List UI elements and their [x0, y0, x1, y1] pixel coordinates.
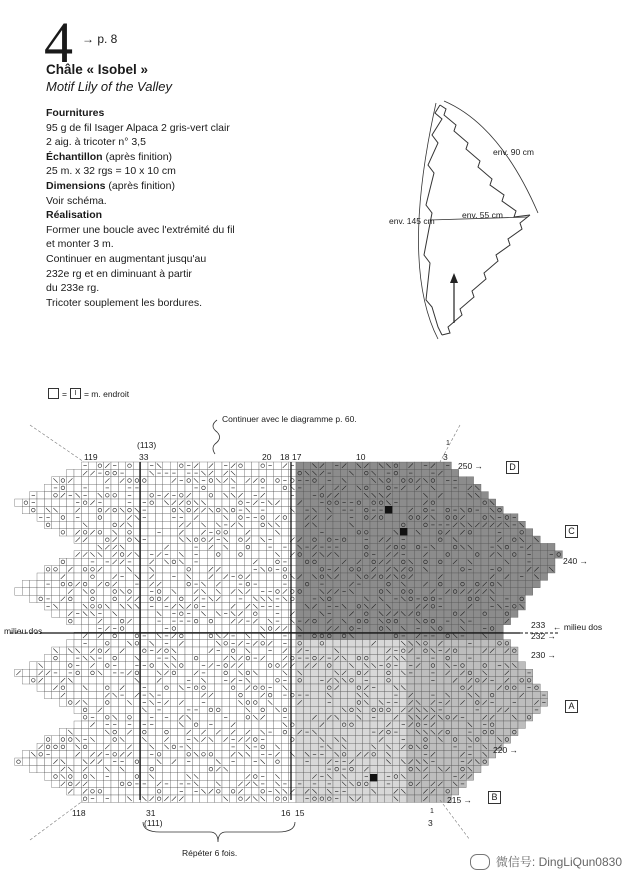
col-label-18: 18 — [280, 452, 290, 462]
watermark-text: 微信号: DingLiQun0830 — [495, 855, 622, 869]
row-label-250: 250 → — [458, 461, 484, 471]
row-label-240: 240 → — [563, 556, 589, 566]
realisation-line: du 233e rg. — [46, 282, 100, 295]
dimensions-line: Voir schéma. — [46, 194, 107, 207]
realisation-line: 232e rg et en diminuant à partir — [46, 267, 192, 280]
row-label-233: 233 — [531, 620, 546, 630]
schematic-label-90: env. 90 cm — [493, 147, 534, 157]
schematic-label-55: env. 55 cm — [462, 210, 503, 220]
row-label-232: 232 → — [531, 631, 557, 641]
continue-note: Continuer avec le diagramme p. 60. — [222, 414, 357, 424]
pattern-number: 4 — [44, 10, 71, 75]
col-label-33: 33 — [139, 452, 149, 462]
col-label-17: 17 — [292, 452, 302, 462]
col-label-111: (111) — [144, 818, 163, 828]
row-label-215: 215 → — [447, 795, 473, 805]
legend-equals: = — [62, 388, 67, 399]
realisation-line: Former une boucle avec l'extrémité du fil — [46, 223, 235, 236]
dimensions-heading: Dimensions — [46, 179, 106, 192]
repeat-label: Répéter 6 fois. — [182, 848, 238, 858]
col-label-16: 16 — [281, 808, 291, 818]
milieu-dos-left: milieu dos — [4, 626, 43, 636]
col-label-20: 20 — [262, 452, 272, 462]
milieu-dos-right: ← milieu dos — [553, 622, 603, 632]
watermark — [470, 853, 622, 870]
row-label-230: 230 → — [531, 650, 557, 660]
col-label-31: 31 — [146, 808, 156, 818]
col-label-3: 3 — [443, 452, 448, 462]
col-label-15: 15 — [295, 808, 305, 818]
fournitures-line: 2 aig. à tricoter n° 3,5 — [46, 136, 146, 149]
section-c: C — [565, 525, 578, 538]
fournitures-heading: Fournitures — [46, 107, 105, 119]
section-d: D — [506, 461, 519, 474]
echantillon-line: 25 m. x 32 rgs = 10 x 10 cm — [46, 165, 176, 178]
fournitures-line: 95 g de fil Isager Alpaca 2 gris-vert clair — [46, 121, 230, 134]
col-label-1-bottom: 1 — [430, 808, 434, 815]
page-reference: → p. 8 — [82, 32, 118, 46]
col-label-119: 119 — [84, 452, 98, 462]
col-label-10: 10 — [356, 452, 366, 462]
echantillon-heading: Échantillon — [46, 150, 103, 163]
realisation-line: Continuer en augmentant jusqu'au — [46, 252, 207, 265]
schematic-label-145: env. 145 cm — [389, 216, 435, 226]
section-b: B — [488, 791, 501, 804]
col-label-3-bottom: 3 — [428, 818, 433, 828]
realisation-line: et monter 3 m. — [46, 238, 114, 251]
wechat-icon — [470, 854, 490, 870]
legend-symbol-box: I — [70, 388, 81, 399]
pattern-subtitle: Motif Lily of the Valley — [46, 79, 172, 94]
col-label-113: (113) — [137, 440, 157, 450]
repeat-brace — [140, 820, 300, 848]
pattern-title: Châle « Isobel » — [46, 62, 149, 77]
row-label-220: 220 → — [493, 745, 519, 755]
realisation-line: Tricoter souplement les bordures. — [46, 296, 203, 309]
section-a: A — [565, 700, 578, 713]
col-label-1: 1 — [446, 440, 450, 447]
col-label-118: 118 — [72, 808, 86, 818]
echantillon-note: (après finition) — [102, 150, 173, 163]
realisation-heading: Réalisation — [46, 209, 103, 222]
chart-cells — [10, 425, 562, 840]
dimensions-note: (après finition) — [105, 179, 175, 192]
legend-meaning: = m. endroit — [83, 388, 130, 399]
